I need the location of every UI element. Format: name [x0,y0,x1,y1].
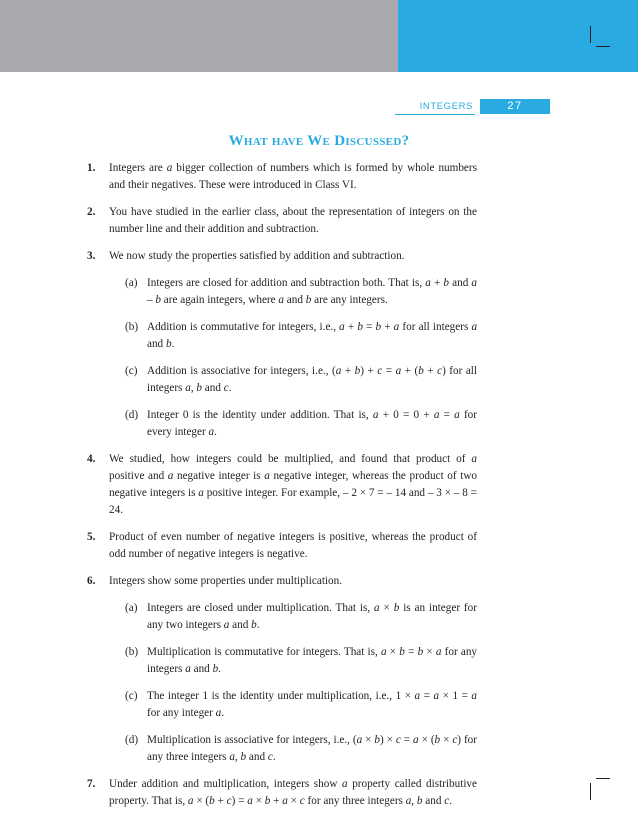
sub-point-label: (a) [125,277,138,289]
summary-list [87,160,477,820]
crop-mark-top-horizontal [596,46,610,47]
crop-mark-bottom-horizontal [596,778,610,779]
summary-point [87,451,477,519]
sub-point [109,732,477,766]
sub-point-text: Integer 0 is the identity under addition. That is, a + 0 = 0 + a = a for every integer a. [147,409,477,438]
sub-point-text: Addition is associative for integers, i.e., (a + b) + c = a + (b + c) for all integers a, b and c. [147,365,478,394]
point-text: Integers are a bigger collection of numbers which is formed by whole numbers and their negatives. These were introduced in Class VI. [109,162,477,191]
sub-point [109,600,477,634]
header-band-blue [398,0,638,72]
summary-point [87,204,477,238]
point-number: 4. [87,453,96,465]
sub-point-label: (b) [125,646,139,658]
sub-point-label: (c) [125,690,138,702]
chapter-underline [395,114,475,115]
point-number: 5. [87,531,96,543]
summary-point [87,573,477,766]
crop-mark-bottom-vertical [590,783,591,800]
sub-point-label: (d) [125,409,139,421]
sub-point-text: Addition is commutative for integers, i.e., a + b = b + a for all integers a and b. [147,321,478,350]
summary-point [87,529,477,563]
summary-point [87,160,477,194]
point-text: You have studied in the earlier class, about the representation of integers on the number line and their addition and subtraction. [109,206,477,235]
sub-point [109,275,477,309]
sub-point [109,407,477,441]
section-title-text: What have We Discussed [228,133,402,149]
sub-point-label: (d) [125,734,139,746]
point-number: 2. [87,206,96,218]
page-number: 27 [480,99,550,114]
summary-point [87,248,477,441]
sub-point-label: (b) [125,321,139,333]
sub-point [109,319,477,353]
sub-point-text: The integer 1 is the identity under multiplication, i.e., 1 × a = a × 1 = a for any integer a. [147,690,477,719]
point-text: Integers show some properties under multiplication. [109,575,343,587]
sub-point-text: Integers are closed under multiplication. That is, a × b is an integer for any two integers a and b. [147,602,477,631]
sub-point-label: (c) [125,365,138,377]
point-number: 1. [87,162,96,174]
summary-point [87,776,477,810]
point-number: 3. [87,250,96,262]
point-number: 6. [87,575,96,587]
crop-mark-top-vertical [590,26,591,43]
section-title-mark: ? [401,133,410,149]
point-text: We studied, how integers could be multiplied, and found that product of a positive and a negative integer is a negative integer, whereas the product of two negative integers is a positive integer. For example, – 2 × 7 = – 14 and – 3 × – 8 = 24. [109,453,477,516]
sub-point-label: (a) [125,602,138,614]
header-band-gray [0,0,398,72]
point-text: Product of even number of negative integers is positive, whereas the product of odd number of negative integers is negative. [109,531,477,560]
chapter-title: INTEGERS [419,101,473,112]
section-title [0,133,638,150]
sub-point-text: Multiplication is associative for integers, i.e., (a × b) × c = a × (b × c) for any three integers a, b and c. [147,734,478,763]
sub-point [109,363,477,397]
point-text: Under addition and multiplication, integers show a property called distributive property. That is, a × (b + c) = a × b + a × c for any three integers a, b and c. [109,778,477,807]
sub-point-text: Multiplication is commutative for integers. That is, a × b = b × a for any integers a and b. [147,646,478,675]
sub-point [109,644,477,678]
sub-point [109,688,477,722]
point-number: 7. [87,778,96,790]
sub-point-text: Integers are closed for addition and subtraction both. That is, a + b and a – b are again integers, where a and b are any integers. [147,277,477,306]
point-text: We now study the properties satisfied by addition and subtraction. [109,250,405,262]
